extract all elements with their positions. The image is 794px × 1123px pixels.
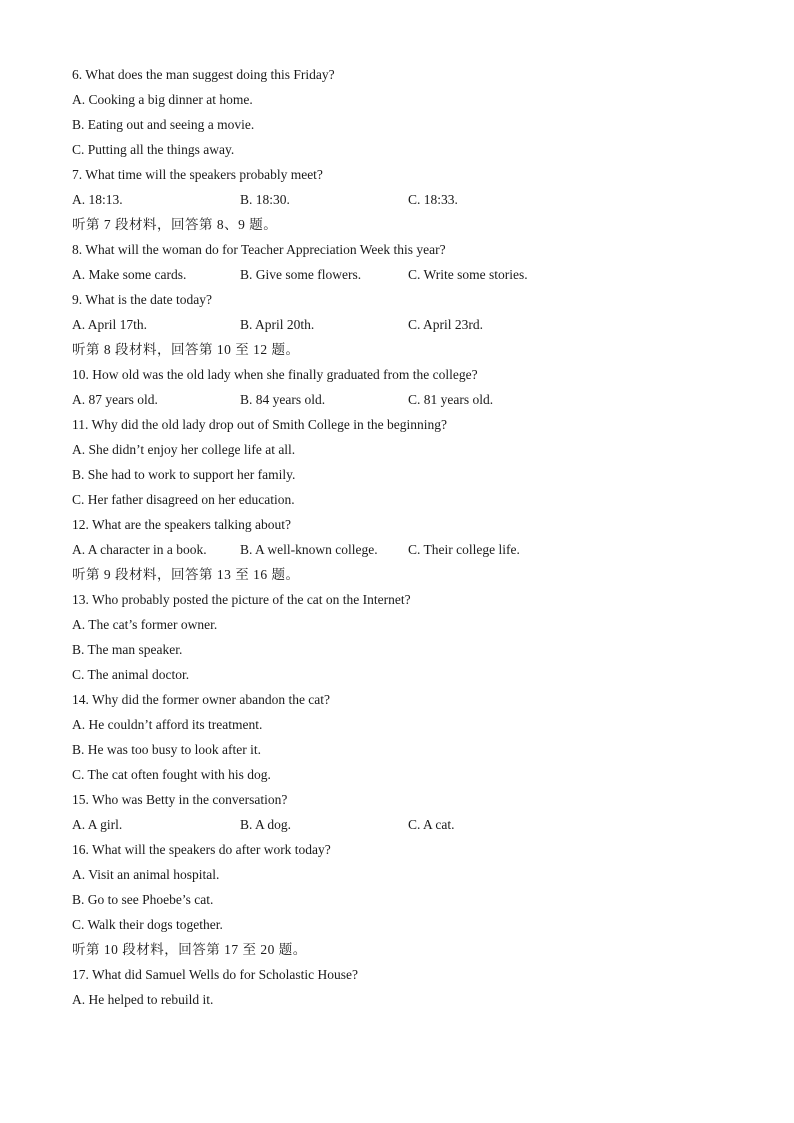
question-text: 11. Why did the old lady drop out of Smith College in the beginning?	[72, 417, 447, 432]
section-instruction: 听第 8 段材料，回答第 10 至 12 题。	[72, 342, 300, 357]
question-text: 17. What did Samuel Wells do for Scholastic House?	[72, 967, 358, 982]
answer-option: A. Visit an animal hospital.	[72, 867, 220, 882]
answer-option-b: B. Give some flowers.	[240, 267, 362, 282]
question-text: 9. What is the date today?	[72, 292, 212, 307]
answer-option: C. The cat often fought with his dog.	[72, 767, 271, 782]
question-text: 13. Who probably posted the picture of the cat on the Internet?	[72, 592, 411, 607]
answer-options-row	[72, 387, 794, 412]
question-text: 6. What does the man suggest doing this Friday?	[72, 67, 335, 82]
answer-option-a: A. 18:13.	[72, 192, 123, 207]
answer-option-c: C. Write some stories.	[408, 267, 528, 282]
answer-options-row	[72, 187, 794, 212]
answer-options-row	[72, 812, 794, 837]
answer-options-row	[72, 537, 794, 562]
answer-option-a: A. A character in a book.	[72, 542, 207, 557]
answer-option-c: C. Their college life.	[408, 542, 520, 557]
answer-option-b: B. A dog.	[240, 817, 292, 832]
answer-option: B. Eating out and seeing a movie.	[72, 117, 255, 132]
section-instruction: 听第 10 段材料，回答第 17 至 20 题。	[72, 942, 307, 957]
answer-option: C. Putting all the things away.	[72, 142, 235, 157]
answer-option-b: B. April 20th.	[240, 317, 315, 332]
answer-option: C. Her father disagreed on her education.	[72, 492, 295, 507]
answer-options-row	[72, 262, 794, 287]
question-text: 15. Who was Betty in the conversation?	[72, 792, 288, 807]
answer-option-c: C. 81 years old.	[408, 392, 494, 407]
answer-options-row	[72, 312, 794, 337]
answer-option-c: C. A cat.	[408, 817, 455, 832]
question-text: 7. What time will the speakers probably meet?	[72, 167, 323, 182]
answer-option-a: A. April 17th.	[72, 317, 148, 332]
question-text: 12. What are the speakers talking about?	[72, 517, 292, 532]
answer-option: A. He couldn’t afford its treatment.	[72, 717, 263, 732]
answer-option-b: B. 84 years old.	[240, 392, 326, 407]
answer-option-b: B. A well-known college.	[240, 542, 378, 557]
answer-option: A. He helped to rebuild it.	[72, 992, 214, 1007]
question-text: 10. How old was the old lady when she finally graduated from the college?	[72, 367, 478, 382]
question-text: 16. What will the speakers do after work today?	[72, 842, 331, 857]
answer-option: A. She didn’t enjoy her college life at all.	[72, 442, 296, 457]
answer-option: A. The cat’s former owner.	[72, 617, 218, 632]
answer-option-b: B. 18:30.	[240, 192, 290, 207]
answer-option: C. The animal doctor.	[72, 667, 190, 682]
question-text: 14. Why did the former owner abandon the cat?	[72, 692, 331, 707]
answer-option: B. He was too busy to look after it.	[72, 742, 261, 757]
answer-option-c: C. April 23rd.	[408, 317, 484, 332]
answer-option-c: C. 18:33.	[408, 192, 458, 207]
answer-option: B. The man speaker.	[72, 642, 183, 657]
answer-option-a: A. Make some cards.	[72, 267, 187, 282]
answer-option: A. Cooking a big dinner at home.	[72, 92, 253, 107]
answer-option: B. She had to work to support her family.	[72, 467, 296, 482]
answer-option-a: A. A girl.	[72, 817, 123, 832]
question-text: 8. What will the woman do for Teacher Appreciation Week this year?	[72, 242, 446, 257]
answer-option: C. Walk their dogs together.	[72, 917, 223, 932]
answer-option: B. Go to see Phoebe’s cat.	[72, 892, 214, 907]
answer-option-a: A. 87 years old.	[72, 392, 158, 407]
section-instruction: 听第 9 段材料，回答第 13 至 16 题。	[72, 567, 300, 582]
section-instruction: 听第 7 段材料，回答第 8、9 题。	[72, 217, 278, 232]
